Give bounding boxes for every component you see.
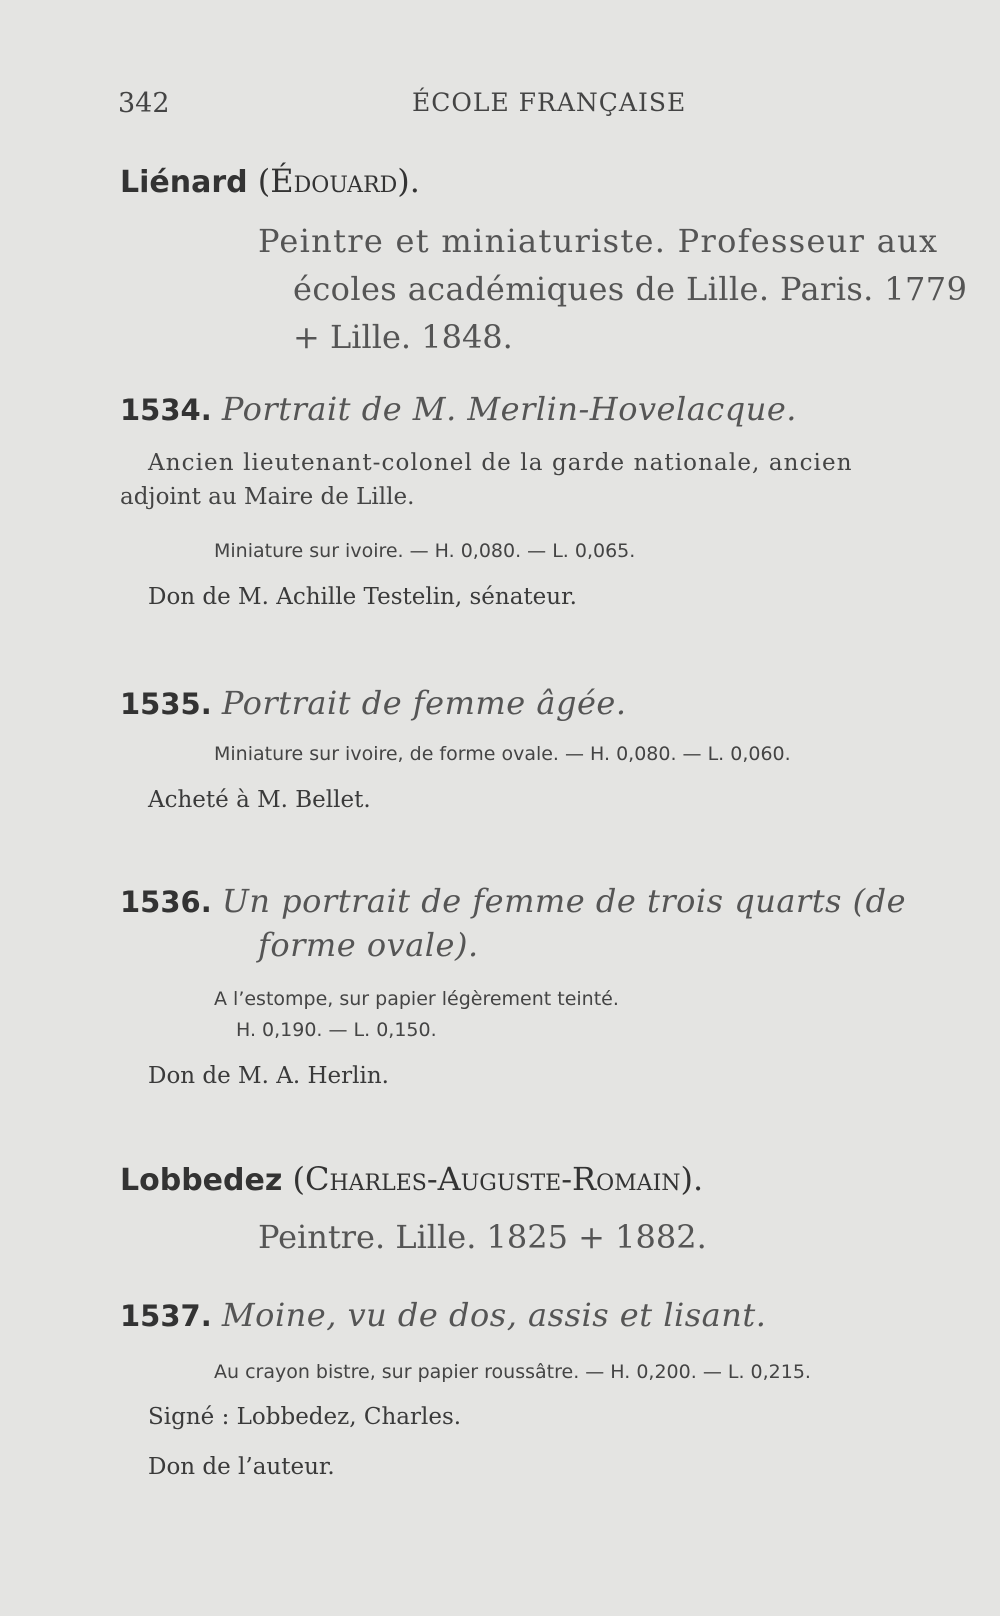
entry-title: Un portrait de femme de trois quarts (de — [221, 882, 907, 920]
entry-signature: Signé : Lobbedez, Charles. — [148, 1404, 462, 1430]
entry-title: Portrait de M. Merlin-Hovelacque. — [221, 390, 797, 428]
artist-first-name: (Charles-Auguste-Romain). — [292, 1160, 704, 1198]
entry-provenance: Don de l’auteur. — [148, 1454, 335, 1480]
catalogue-entry-1534 — [120, 390, 797, 428]
artist-last-name: Lobbedez — [120, 1163, 283, 1198]
entry-technique: A l’estompe, sur papier légèrement teinté. — [214, 988, 619, 1010]
artist-bio-line: + Lille. 1848. — [293, 318, 513, 356]
artist-bio-line: Peintre. Lille. 1825 + 1882. — [258, 1218, 707, 1256]
entry-technique: Miniature sur ivoire. — H. 0,080. — L. 0,065. — [214, 540, 636, 562]
entry-technique: Miniature sur ivoire, de forme ovale. — H. 0,080. — L. 0,060. — [214, 743, 791, 765]
entry-description-line: adjoint au Maire de Lille. — [120, 484, 415, 510]
running-title: ÉCOLE FRANÇAISE — [412, 88, 687, 117]
catalogue-entry-1537 — [120, 1296, 766, 1334]
catalogue-entry-1536 — [120, 882, 906, 920]
entry-dimensions: H. 0,190. — L. 0,150. — [236, 1019, 437, 1041]
entry-number: 1537. — [120, 1299, 212, 1333]
artist-bio-line: Peintre et miniaturiste. Professeur aux — [258, 222, 939, 260]
entry-title-continued — [258, 926, 479, 964]
entry-provenance: Acheté à M. Bellet. — [148, 787, 371, 813]
artist-heading-lienard — [120, 162, 420, 200]
artist-heading-lobbedez — [120, 1160, 703, 1198]
artist-last-name: Liénard — [120, 165, 248, 200]
entry-title: Moine, vu de dos, assis et lisant. — [221, 1296, 767, 1334]
entry-title: forme ovale). — [258, 926, 479, 964]
entry-description-line: Ancien lieutenant-colonel de la garde nationale, ancien — [148, 450, 853, 476]
entry-title: Portrait de femme âgée. — [221, 684, 627, 722]
entry-technique: Au crayon bistre, sur papier roussâtre. — H. 0,200. — L. 0,215. — [214, 1361, 811, 1383]
page-number: 342 — [118, 88, 170, 119]
catalogue-entry-1535 — [120, 684, 626, 722]
entry-provenance: Don de M. Achille Testelin, sénateur. — [148, 584, 577, 610]
entry-number: 1535. — [120, 687, 212, 721]
artist-bio-line: écoles académiques de Lille. Paris. 1779 — [293, 270, 968, 308]
entry-number: 1536. — [120, 885, 212, 919]
entry-number: 1534. — [120, 393, 212, 427]
entry-provenance: Don de M. A. Herlin. — [148, 1063, 389, 1089]
artist-first-name: (Édouard). — [257, 162, 420, 200]
